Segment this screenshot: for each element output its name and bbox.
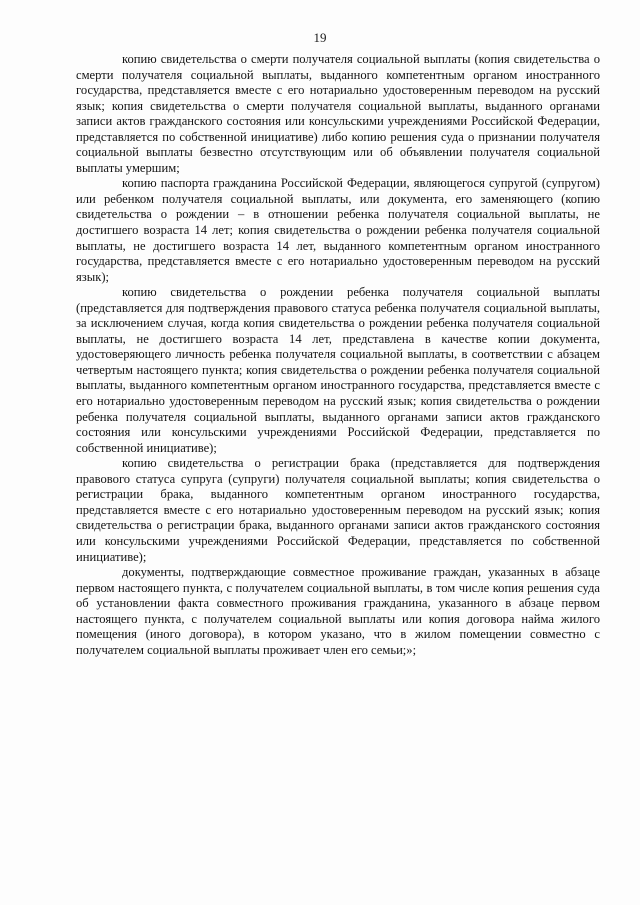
paragraph-birth-certificate: копию свидетельства о рождении ребенка получателя социальной выплаты (представляется для подтверждения правового статуса ребенка получателя социальной выплаты, за исключением случая, когда копия свидетельства о рождении ребенка получателя социальной выплаты, не достигшего возраста 14 лет, представлена в качестве копии документа, удостоверяющего личность ребенка получателя социальной выплаты, в соответствии с абзацем четвертым настоящего пункта; копия свидетельства о рождении ребенка получателя социальной выплаты, выданного компетентным органом иностранного государства, представляется вместе с его нотариально удостоверенным переводом на русский язык; копия свидетельства о рождении ребенка получателя социальной выплаты, выданного органами записи актов гражданского состояния или консульскими учреждениями Российской Федерации, представляется по собственной инициативе); bbox=[76, 285, 600, 455]
paragraph-marriage-certificate: копию свидетельства о регистрации брака (представляется для подтверждения правового статуса супруга (супруги) получателя социальной выплаты; копия свидетельства о регистрации брака, выданного компетентным органом иностранного государства, представляется вместе с его нотариально удостоверенным переводом на русский язык; копия свидетельства о регистрации брака, выданного органами записи актов гражданского состояния или консульскими учреждениями Российской Федерации, представляется по собственной инициативе); bbox=[76, 456, 600, 564]
paragraph-passport-copy: копию паспорта гражданина Российской Федерации, являющегося супругой (супругом) или ребенком получателя социальной выплаты, или документа, его заменяющего (копию свидетельства о рождении – в отношении ребенка получателя социальной выплаты, не достигшего возраста 14 лет; копия свидетельства о рождении ребенка получателя социальной выплаты, не достигшего возраста 14 лет, выданного компетентным органом иностранного государства, представляется вместе с его нотариально удостоверенным переводом на русский язык); bbox=[76, 176, 600, 284]
document-body bbox=[76, 52, 600, 658]
page-number: 19 bbox=[313, 30, 327, 45]
paragraph-cohabitation-documents: документы, подтверждающие совместное проживание граждан, указанных в абзаце первом настоящего пункта, с получателем социальной выплаты, в том числе копия решения суда об установлении факта совместного проживания гражданина, указанного в абзаце первом настоящего пункта, с получателем социальной выплаты или копия договора найма жилого помещения (иного договора), в котором указано, что в жилом помещении совместно с получателем социальной выплаты проживает член его семьи;»; bbox=[76, 565, 600, 657]
paragraph-death-certificate: копию свидетельства о смерти получателя социальной выплаты (копия свидетельства о смерти получателя социальной выплаты, выданного компетентным органом иностранного государства, представляется вместе с его нотариально удостоверенным переводом на русский язык; копия свидетельства о смерти получателя социальной выплаты, выданного органами записи актов гражданского состояния или консульскими учреждениями Российской Федерации, представляется по собственной инициативе) либо копию решения суда о признании получателя социальной выплаты безвестно отсутствующим или об объявлении получателя социальной выплаты умершим; bbox=[76, 52, 600, 175]
